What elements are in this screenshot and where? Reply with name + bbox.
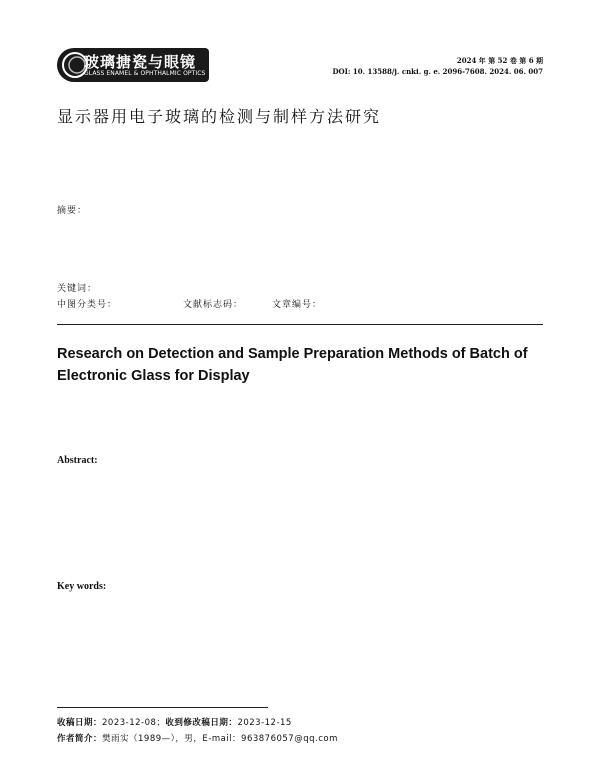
clc-number-label: 中图分类号： (57, 300, 118, 310)
paper-title-en: Research on Detection and Sample Preparation Methods of Batch of Electronic Glass for Display (57, 346, 528, 384)
document-code-label: 文献标志码： (183, 300, 244, 310)
journal-subtitle: GLASS ENAMEL & OPHTHALMIC OPTICS (84, 70, 206, 77)
keywords-label-cn: 关键词： (57, 284, 98, 294)
doi: DOI: 10. 13588/j. cnki. g. e. 2096-7608. 2024. 06. 007 (332, 67, 543, 76)
received-date: 2023-12-08； (102, 718, 166, 728)
abstract-label-en: Abstract: (57, 455, 98, 466)
keywords-label-en: Key words: (57, 581, 107, 592)
author-bio: 樊雨实（1989—），男，E-mail：963876057@qq.com (102, 734, 338, 744)
section-divider (57, 324, 543, 325)
footnote-divider (57, 707, 268, 708)
issue-info (332, 55, 543, 77)
revised-date: 2023-12-15 (237, 718, 292, 728)
journal-name: 玻璃搪瓷与眼镜 (84, 53, 197, 71)
issue-volume: 2024 年 第 52 卷 第 6 期 (456, 56, 543, 65)
received-label: 收稿日期： (57, 718, 103, 728)
author-label: 作者简介： (57, 734, 103, 744)
article-number-label: 文章编号： (272, 300, 323, 310)
journal-logo (57, 48, 209, 82)
paper-title-cn: 显示器用电子玻璃的检测与制样方法研究 (57, 107, 382, 126)
received-dates (57, 716, 292, 728)
abstract-label-cn: 摘要： (57, 206, 88, 216)
author-info (57, 732, 338, 744)
revised-label: 收到修改稿日期： (165, 718, 238, 728)
